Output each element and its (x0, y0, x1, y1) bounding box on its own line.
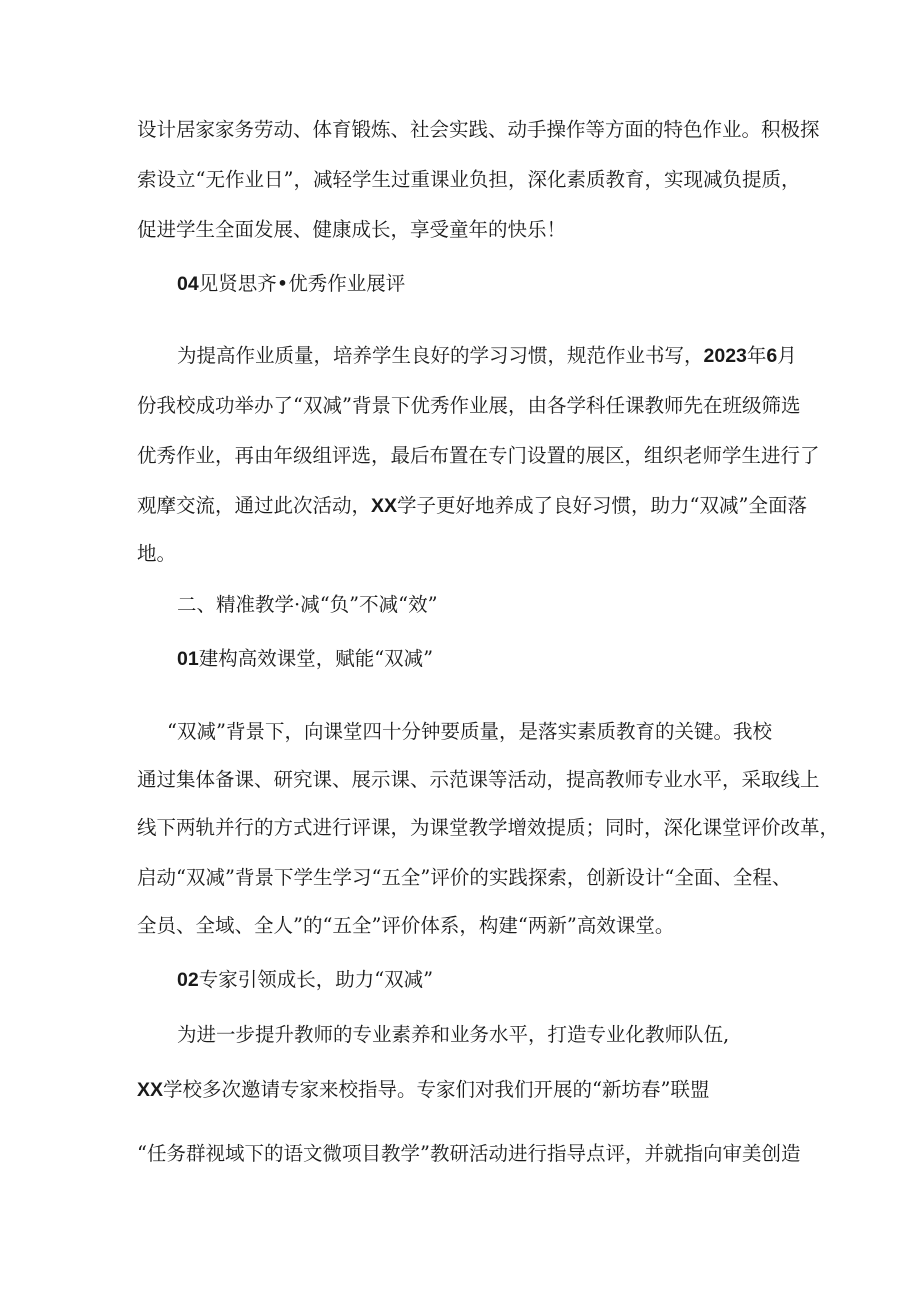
heading-text: 建构高效课堂，赋能“双减” (198, 647, 434, 670)
paragraph-line (137, 394, 800, 418)
heading-number: 04 (177, 273, 199, 295)
text-run: 为进一步提升教师的专业素养和业务水平，打造专业化教师队伍, (177, 1023, 730, 1046)
text-run: 月 (777, 344, 797, 367)
heading-number: 02 (177, 969, 199, 991)
text-run: 通过集体备课、研究课、展示课、示范课等活动，提高教师专业水平，采取线上 (137, 768, 820, 791)
subheading-04 (177, 272, 405, 296)
paragraph-line (137, 218, 566, 242)
paragraph-line (167, 720, 772, 744)
text-run: 为提高作业质量，培养学生良好的学习习惯，规范作业书写， (177, 344, 704, 367)
text-run: 学子更好地养成了良好习惯，助力“双减”全面落 (397, 494, 807, 517)
subheading-01 (177, 647, 433, 671)
placeholder-school: XX (371, 495, 398, 517)
text-run: 全员、全域、全人”的“五全”评价体系，构建“两新”高效课堂。 (137, 914, 675, 937)
text-run: 年 (746, 344, 767, 367)
section-heading (177, 593, 438, 617)
text-run: “任务群视域下的语文微项目教学”教研活动进行指导点评，并就指向审美创造 (137, 1142, 801, 1165)
paragraph-line (137, 1142, 800, 1166)
text-run: 线下两轨并行的方式进行评课，为课堂教学增效提质；同时，深化课堂评价改革， (137, 816, 840, 839)
subheading-02 (177, 968, 433, 992)
heading-text: 专家引领成长，助力“双减” (198, 968, 434, 991)
text-run: 启动“双减”背景下学生学习“五全”评价的实践探索，创新设计“全面、全程、 (137, 866, 792, 889)
paragraph-line (177, 344, 797, 368)
paragraph-line (137, 768, 820, 792)
paragraph-line (137, 168, 800, 192)
paragraph-line (137, 816, 839, 840)
heading-number: 01 (177, 648, 199, 670)
text-run: 优秀作业，再由年级组评选，最后布置在专门设置的展区，组织老师学生进行了 (137, 444, 820, 467)
text-run: 学校多次邀请专家来校指导。专家们对我们开展的“新坊春”联盟 (163, 1078, 710, 1101)
year-number: 2023 (703, 345, 747, 367)
text-run: 索设立“无作业日”，减轻学生过重课业负担，深化素质教育，实现减负提质， (137, 168, 801, 191)
placeholder-school: XX (137, 1079, 164, 1101)
text-run: 促进学生全面发展、健康成长，享受童年的快乐！ (137, 218, 567, 241)
paragraph-line (137, 444, 820, 468)
paragraph-line (137, 914, 674, 938)
paragraph-line (137, 494, 807, 518)
paragraph-line (137, 118, 820, 142)
paragraph-line (177, 1023, 729, 1047)
section-title: 二、精准教学·减“负”不减“效” (177, 593, 438, 616)
heading-text: 见贤思齐•优秀作业展评 (198, 272, 406, 295)
text-run: 设计居家家务劳动、体育锻炼、社会实践、动手操作等方面的特色作业。积极探 (137, 118, 820, 141)
paragraph-line (137, 1078, 709, 1102)
month-number: 6 (766, 345, 778, 367)
text-run: 地。 (137, 542, 177, 565)
text-run: 观摩交流，通过此次活动， (137, 494, 372, 517)
paragraph-line (137, 866, 791, 890)
paragraph-line (137, 542, 176, 566)
text-run: 份我校成功举办了“双减”背景下优秀作业展，由各学科任课教师先在班级筛选 (137, 394, 801, 417)
text-run: “双减”背景下，向课堂四十分钟要质量，是落实素质教育的关键。我校 (167, 720, 772, 743)
